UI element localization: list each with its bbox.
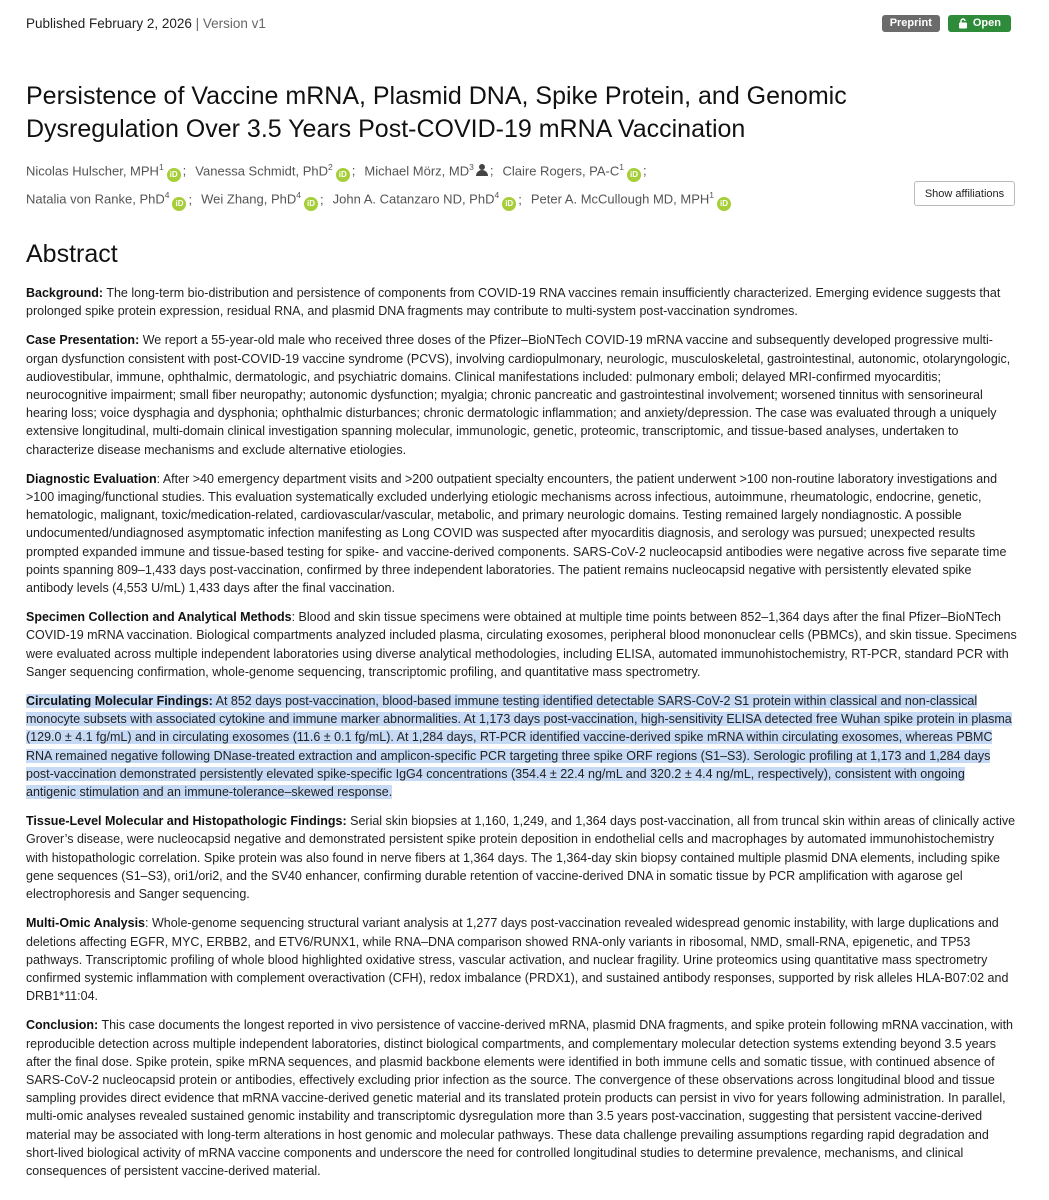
author-name[interactable]: Wei Zhang, PhD [201,191,297,207]
author-item [201,183,330,211]
section-label: Case Presentation: [26,333,140,348]
section-text: The long-term bio-distribution and persistence of components from COVID-19 RNA vaccines remain insufficiently characterized. Emerging evidence suggests that prolonged spike protein expression, residual RNA, and plasmid DNA fragments may contribute to multi-system post-vaccination syndromes. [26,286,1001,319]
preprint-badge [882,15,940,32]
article-title: Persistence of Vaccine mRNA, Plasmid DNA, Spike Protein, and Genomic Dysregulation Over 3.5 Years Post-COVID-19 mRNA Vaccination [26,82,847,143]
author-name[interactable]: Claire Rogers, PA-C [502,163,620,179]
author-item [195,155,361,183]
section-text: At 852 days post-vaccination, blood-based immune testing identified detectable SARS-CoV-2 S1 protein within classical and non-classical monocyte subsets with associated cytokine and immune marker abnormalities. At 1,173 days post-vaccination, high-sensitivity ELISA detected free Wuhan spike protein in plasma (129.0 ± 4.1 fg/mL) and in circulating exosomes (11.6 ± 0.1 fg/mL). At 1,284 days, RT-PCR identified vaccine-derived spike mRNA within circulating exosomes, whereas PBMC RNA remained negative following DNase-treated extraction and amplicon-specific PCR targeting three spike ORF regions (S1–S3). Serologic profiling at 1,173 and 1,284 days post-vaccination demonstrated persistently elevated spike-specific IgG4 concentrations (354.4 ± 22.4 ng/mL and 320.2 ± 4.4 ng/mL, respectively), consistent with ongoing antigenic stimulation and an immune-tolerance–skewed response. [26,694,1012,800]
abstract-section [26,1016,1018,1180]
abstract-body [26,284,1018,1191]
affiliation-number: 2 [328,162,333,172]
affiliation-number: 3 [469,162,474,172]
section-label: Background: [26,286,104,300]
orcid-icon[interactable]: iD [717,197,731,211]
separator: | [195,15,200,31]
author-name[interactable]: Peter A. McCullough MD, MPH [530,191,710,207]
author-item [502,155,652,183]
version-label[interactable]: Version v1 [202,15,266,31]
orcid-icon[interactable]: iD [627,168,641,182]
author-item [26,183,198,211]
author-name[interactable]: Natalia von Ranke, PhD [26,191,165,207]
author-separator: ; [489,163,494,179]
status-badges [882,15,1011,32]
section-text: Serial skin biopsies at 1,160, 1,249, and 1,364 days post-vaccination, all from truncal skin within areas of clinically active Grover’s disease, were nucleocapsid negative and demonstrated persistent spike protein deposition in endothelial cells and macrophages by automated immunohistochemistry with histopathologic correlation. Spike protein was also found in nerve fibers at 1,364 days. The 1,364-day skin biopsy contained multiple plasmid DNA elements, including spike gene sequences (S1–S3), ori1/ori2, and the SV40 enhancer, confirming durable retention of vaccine-derived DNA in somatic tissue by PCR amplification with agarose gel electrophoresis and Sanger sequencing. [26,814,1016,902]
section-label: Specimen Collection and Analytical Methods [26,610,292,625]
section-label: Diagnostic Evaluation [26,471,157,486]
author-name[interactable]: Vanessa Schmidt, PhD [195,163,329,179]
author-separator: ; [351,163,356,179]
author-name[interactable]: John A. Catanzaro ND, PhD [332,191,495,207]
orcid-icon[interactable]: iD [336,168,350,182]
section-label: Circulating Molecular Findings: [26,694,213,709]
abstract-section [26,608,1018,681]
abstract-section [26,914,1018,1005]
author-separator: ; [182,163,187,179]
open-label: Open [972,16,1001,29]
publication-bar [26,12,1011,34]
author-item [364,155,499,183]
author-separator: ; [643,163,647,179]
abstract-heading: Abstract [26,240,118,268]
section-text: : After >40 emergency department visits and >200 outpatient specialty encounters, the patient underwent >100 non-routine laboratory investigations and >100 imaging/functional studies. This evaluation systematically excluded underlying etiologic mechanisms across infectious, autoimmune, rheumatologic, endocrine, genetic, hematologic, malignant, toxic/medication-related, cardiovascular/vascular, metabolic, and primary neurologic domains. Testing remained largely nondiagnostic. A possible undocumented/undiagnosed asymptomatic infection manifesting as Long COVID was suspected after myocarditis diagnosis, and serology was pursued; unexpected results prompted expanded immune and tissue-based testing for spike- and vaccine-derived components. SARS-CoV-2 nucleocapsid antibodies were negative across five separate time points spanning 809–1,433 days post-vaccination, confirmed by three independent laboratories. The patient remains nucleocapsid negative with persistently elevated spike antibody levels (4,553 U/mL) 1,433 days after the final vaccination. [26,471,1007,596]
orcid-icon[interactable]: iD [172,197,186,211]
person-icon[interactable] [476,164,488,176]
orcid-icon[interactable]: iD [167,168,181,182]
author-item [26,155,192,183]
published-date: Published February 2, 2026 [26,15,192,31]
affiliation-number: 4 [494,190,500,201]
abstract-section [26,692,1018,801]
abstract-section [26,284,1018,320]
author-name[interactable]: Michael Mörz, MD [364,163,470,179]
abstract-section [26,331,1018,458]
author-separator: ; [319,191,324,207]
section-label: Tissue-Level Molecular and Histopathologic Findings: [26,814,347,829]
abstract-section [26,812,1018,903]
affiliation-number: 1 [158,162,164,172]
open-access-badge[interactable] [948,15,1011,32]
publication-info [26,16,266,31]
section-text: : Whole-genome sequencing structural variant analysis at 1,277 days post-vaccination revealed widespread genomic instability, with large duplications and deletions affecting EGFR, MYC, ERBB2, and ETV6/RUNX1, while RNA–DNA comparison showed RNA-only variants in ribosomal, NMD, small-RNA, epigenetic, and TP53 pathways. Transcriptomic profiling of whole blood highlighted oxidative stress, vascular activation, and nuclear fragility. Urine proteomics using quantitative mass spectrometry confirmed systemic inflammation with complement overactivation (CFH), redox imbalance (PRDX1), and sustained antibody responses, supported by risk alleles HLA-B07:02 and DRB1*11:04. [26,916,1009,1004]
show-affiliations-button[interactable]: Show affiliations [914,181,1015,206]
affiliation-number: 4 [164,190,170,201]
section-text: This case documents the longest reported in vivo persistence of vaccine-derived mRNA, plasmid DNA fragments, and spike protein following mRNA vaccination, with reproducible detection across multiple independent laboratories, distinct biological compartments, and complementary molecular detection systems extending beyond 3.5 years after the final dose. Spike protein, spike mRNA sequences, and plasmid backbone elements were identified in both immune cells and somatic tissue, with continued absence of SARS-CoV-2 nucleocapsid protein or antibodies, effectively excluding prior infection as the source. The convergence of these observations across longitudinal blood and tissue sampling provides direct evidence that mRNA vaccine-derived genetic material and its translated protein products can persist in vivo for years following administration. In parallel, multi-omic analyses revealed sustained genomic instability and transcriptomic dysregulation more than 3.5 years post-vaccination, suggesting that persistent vaccine-derived material may be associated with long-term alterations in host genomic and molecular pathways. These data challenge prevailing assumptions regarding rapid degradation and short-lived biological activity of mRNA vaccine components and underscore the need for controlled longitudinal studies to determine prevalence, mechanisms, and clinical consequences of persistent vaccine-derived material. [26,1018,1014,1178]
section-label: Conclusion: [26,1018,99,1033]
section-text: We report a 55-year-old male who received three doses of the Pfizer–BioNTech COVID-19 mRNA vaccine and subsequently developed progressive multi-organ dysfunction consistent with post-COVID-19 vaccine syndrome (PCVS), involving cardiopulmonary, neurologic, musculoskeletal, gastrointestinal, autonomic, otolaryngologic, audiovestibular, immune, ophthalmic, dermatologic, and psychiatric domains. Clinical manifestations included: pulmonary emboli; delayed MRI-confirmed myocarditis; neurocognitive impairment; small fiber neuropathy; autonomic dysfunction; myalgia; chronic pancreatic and gastrointestinal involvement; worsened tinnitus with sensorineural hearing loss; voice dysphagia and dysphonia; ophthalmic disturbances; chronic dermatologic inflammation; and anxiety/depression. The case was evaluated through a uniquely extensive longitudinal, multi-domain clinical investigation spanning molecular, immunologic, genetic, proteomic, transcriptomic, and tissue-based analyses, undertaken to characterize disease mechanisms and exclude alternative etiologies. [26,333,1011,457]
section-label: Multi-Omic Analysis [26,916,146,931]
lock-open-icon [958,18,968,29]
affiliation-number: 4 [296,190,301,201]
affiliation-number: 1 [619,162,625,172]
author-name[interactable]: Nicolas Hulscher, MPH [26,163,159,179]
author-item [531,183,731,211]
author-list [26,155,786,212]
section-text: : Blood and skin tissue specimens were obtained at multiple time points between 852–1,364 days after the final Pfizer–BioNTech COVID-19 mRNA vaccination. Biological compartments analyzed included plasma, circulating exosomes, peripheral blood mononuclear cells (PBMCs), and skin tissue. Specimens were evaluated across multiple independent laboratories using diverse analytical methodologies, including ELISA, automated immunohistochemistry, RT-PCR, standard PCR with Sanger sequencing confirmation, whole-genome sequencing, transcriptomic profiling, and quantitative mass spectrometry. [26,610,1017,679]
author-item [333,183,528,211]
orcid-icon[interactable]: iD [304,197,318,211]
affiliation-number: 1 [709,190,715,201]
preprint-label: Preprint [889,16,932,29]
abstract-section [26,470,1018,597]
author-separator: ; [188,191,193,207]
author-separator: ; [518,191,522,207]
orcid-icon[interactable]: iD [502,197,516,211]
